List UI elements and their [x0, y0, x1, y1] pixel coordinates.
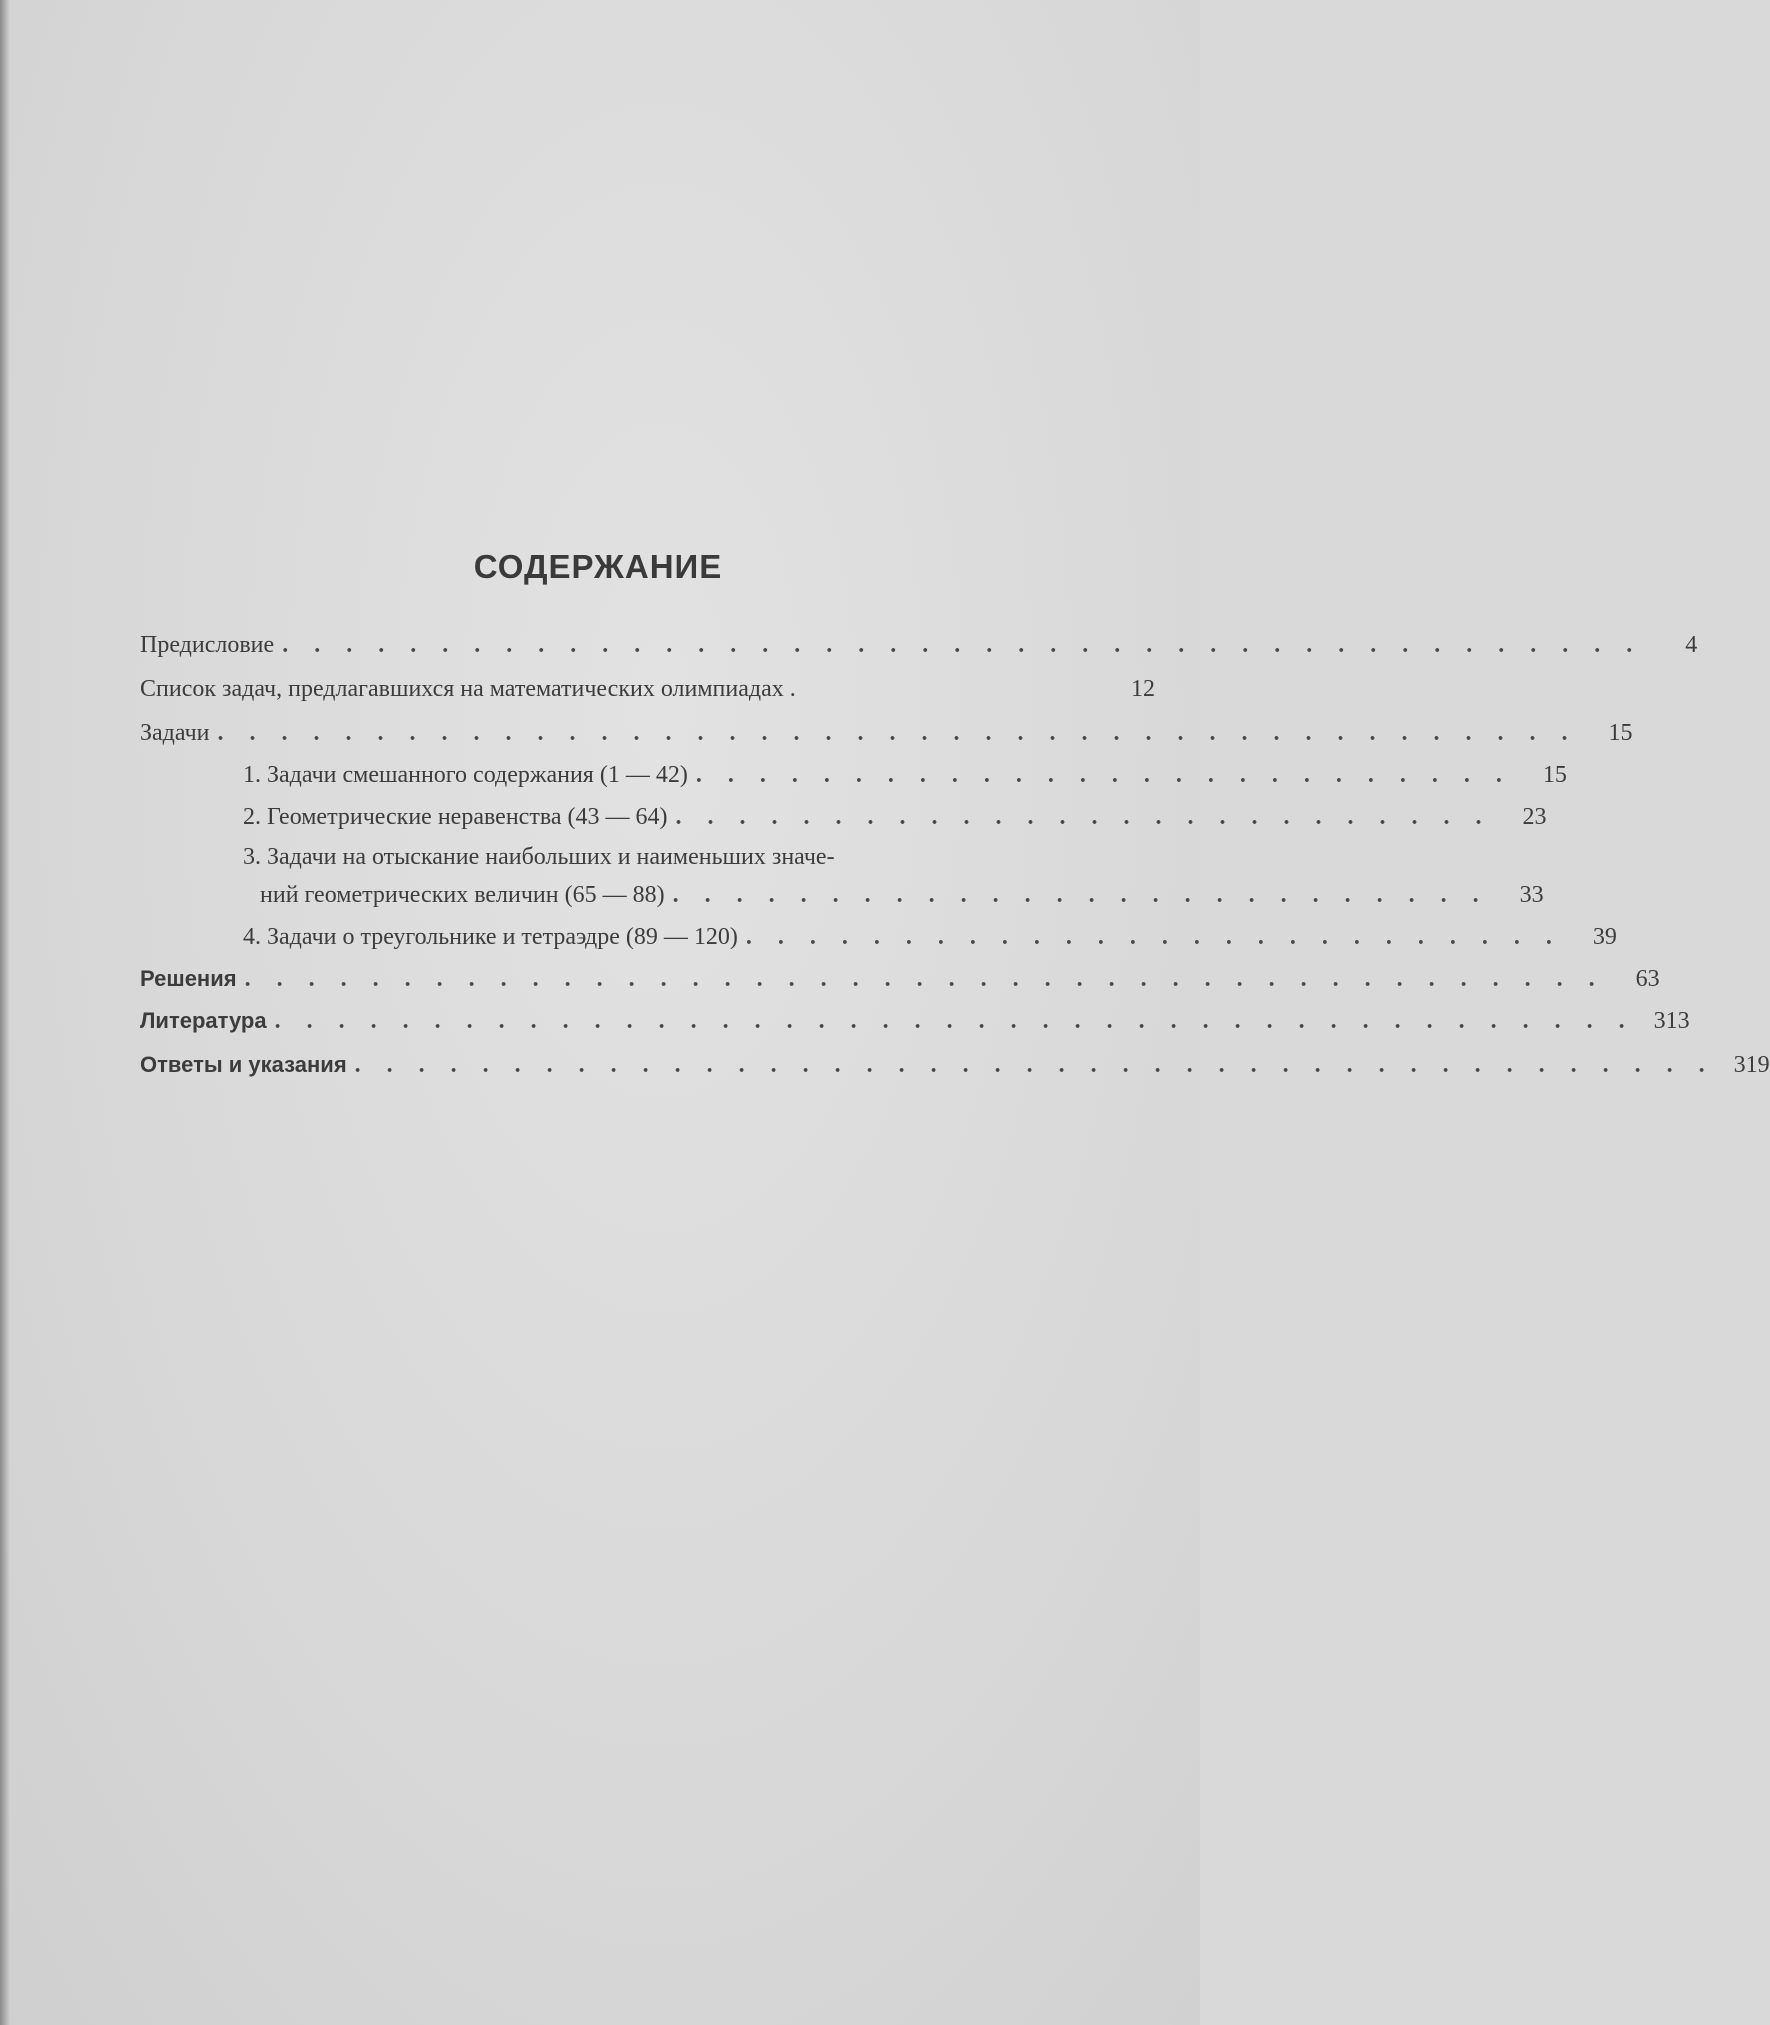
toc-entry-page: 12: [1131, 676, 1155, 702]
toc-entry-label: 2. Геометрические неравенства (43 — 64): [243, 804, 668, 830]
dot-leader: . . . . . . . . . . . . . . . . . . . . . . . . . . . . . . . . . . . . . . . . . . .: [244, 966, 1605, 992]
toc-entry-problems[interactable]: [140, 708, 1633, 748]
toc-entry-page: 23: [1522, 804, 1547, 830]
dot-leader: . . . . . . . . . . . . . . . . . . . . . . . . . . . . . . . . . . . . . . . . . . .: [354, 1052, 1715, 1078]
toc-entry-page: 39: [1592, 924, 1617, 950]
toc-entry-page: 319: [1733, 1052, 1770, 1078]
dot-leader: . . . . . . . . . . . . . . . . . . . . . . . . . .: [745, 924, 1562, 950]
toc-entry-label: 4. Задачи о треугольнике и тетраэдре (89 — 120): [243, 924, 738, 950]
dot-leader: . . . . . . . . . . . . . . . . . . . . . . . . . . . . . . . . . . . . . . . . . . .: [282, 632, 1643, 658]
toc-entry-label: Ответы и указания: [140, 1052, 347, 1077]
toc-entry-page: 33: [1519, 882, 1544, 908]
toc-entry-page: 15: [1542, 762, 1567, 788]
toc-entry-label: ний геометрических величин (65 — 88): [260, 882, 665, 908]
toc-entry-section-1[interactable]: [140, 750, 1567, 790]
toc-entry-section-3-line-2[interactable]: [140, 870, 1544, 910]
dot-leader: . . . . . . . . . . . . . . . . . . . . . . . . . . . . . . . . . . . . . . . . . . .: [274, 1008, 1635, 1034]
toc-entry-section-3-line-1[interactable]: [140, 832, 1155, 872]
toc-entry-literature[interactable]: [140, 996, 1690, 1036]
toc-title: СОДЕРЖАНИЕ: [473, 548, 723, 585]
toc-entry-solutions[interactable]: [140, 954, 1660, 994]
toc-entry-section-4[interactable]: [140, 912, 1617, 952]
page-spine-shadow: [0, 0, 10, 2025]
toc-entry-page: 63: [1635, 966, 1660, 992]
toc-entry-answers[interactable]: [140, 1040, 1770, 1080]
toc-entry-preface[interactable]: [140, 620, 1698, 660]
toc-entry-label: 3. Задачи на отыскание наибольших и наименьших значе-: [243, 844, 835, 870]
dot-leader: . . . . . . . . . . . . . . . . . . . . . . . . . .: [675, 804, 1492, 830]
toc-entry-label: Задачи: [140, 720, 210, 746]
toc-entry-problem-list[interactable]: [140, 664, 1155, 704]
toc-entry-label: Список задач, предлагавшихся на математических олимпиадах .: [140, 676, 796, 702]
toc-entry-label: Предисловие: [140, 632, 275, 658]
toc-entry-page: 4: [1685, 632, 1698, 658]
toc-entry-page: 15: [1608, 720, 1633, 746]
toc-entry-page: 313: [1653, 1008, 1690, 1034]
toc-entry-label: Решения: [140, 966, 237, 991]
toc-entry-label: Литература: [140, 1008, 267, 1033]
toc-entry-section-2[interactable]: [140, 792, 1547, 832]
toc-entry-label: 1. Задачи смешанного содержания (1 — 42): [243, 762, 688, 788]
dot-leader: . . . . . . . . . . . . . . . . . . . . . . . . . .: [695, 762, 1512, 788]
dot-leader: . . . . . . . . . . . . . . . . . . . . . . . . . .: [672, 882, 1489, 908]
dot-leader: . . . . . . . . . . . . . . . . . . . . . . . . . . . . . . . . . . . . . . . . . . .: [217, 720, 1578, 746]
